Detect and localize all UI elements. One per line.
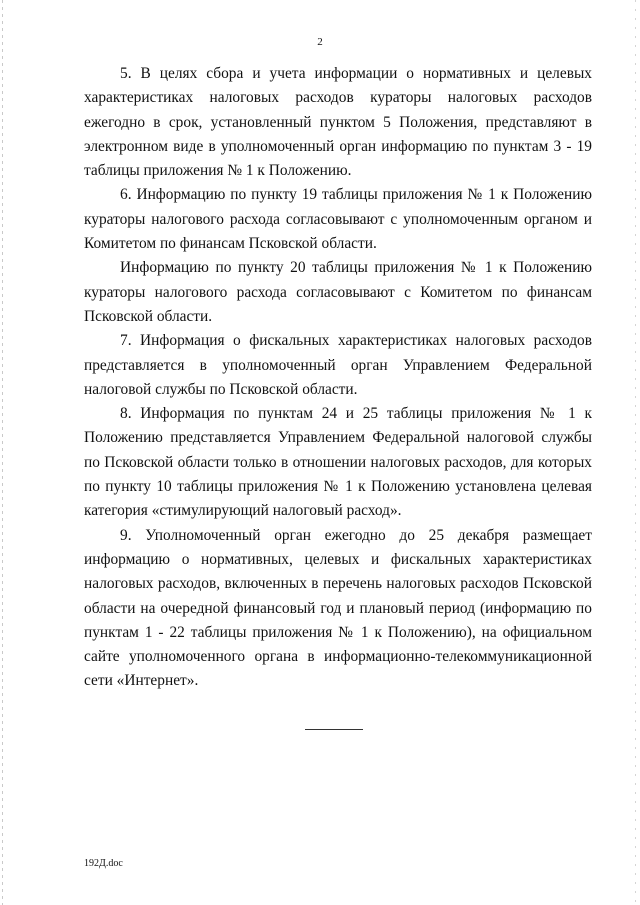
document-body xyxy=(84,62,592,694)
end-separator-line xyxy=(305,729,363,730)
paragraph-5: 5. В целях сбора и учета информации о нормативных и целевых характеристиках налоговых расходов кураторы налоговых расходов ежегодно в срок, установленный пунктом 5 Положения, представляют в электронном виде в уполномоченный орган информацию по пунктам 3 - 19 таблицы приложения № 1 к Положению. xyxy=(84,65,592,180)
scan-edge-left xyxy=(2,0,3,905)
footer-file-name: 192Д.doc xyxy=(84,858,123,869)
paragraph-8: 8. Информация по пунктам 24 и 25 таблицы приложения № 1 к Положению представляется Управлением Федеральной налоговой службы по Псковской области только в отношении налоговых расходов, для которых по пункту 10 таблицы приложения № 1 к Положению установлена целевая категория «стимулирующий налоговый расход». xyxy=(84,405,592,520)
paragraph-6: 6. Информацию по пункту 19 таблицы приложения № 1 к Положению кураторы налогового расхода согласовывают с уполномоченным органом и Комитетом по финансам Псковской области. xyxy=(84,186,592,253)
paragraph-7: 7. Информация о фискальных характеристиках налоговых расходов представляется в уполномоченный орган Управлением Федеральной налоговой службы по Псковской области. xyxy=(84,332,592,398)
page-number: 2 xyxy=(317,36,323,48)
paragraph-9: 9. Уполномоченный орган ежегодно до 25 декабря размещает информацию о нормативных, целевых и фискальных характеристиках налоговых расходов, включенных в перечень налоговых расходов Псковской области на очередной финансовый год и плановый период (информацию по пунктам 1 - 22 таблицы приложения № 1 к Положению), на официальном сайте уполномоченного органа в информационно-телекоммуникационной сети «Интернет». xyxy=(84,526,592,690)
paragraph-6-continued: Информацию по пункту 20 таблицы приложения № 1 к Положению кураторы налогового расхода согласовывают с Комитетом по финансам Псковской области. xyxy=(84,259,592,325)
scan-edge-right xyxy=(635,0,636,905)
